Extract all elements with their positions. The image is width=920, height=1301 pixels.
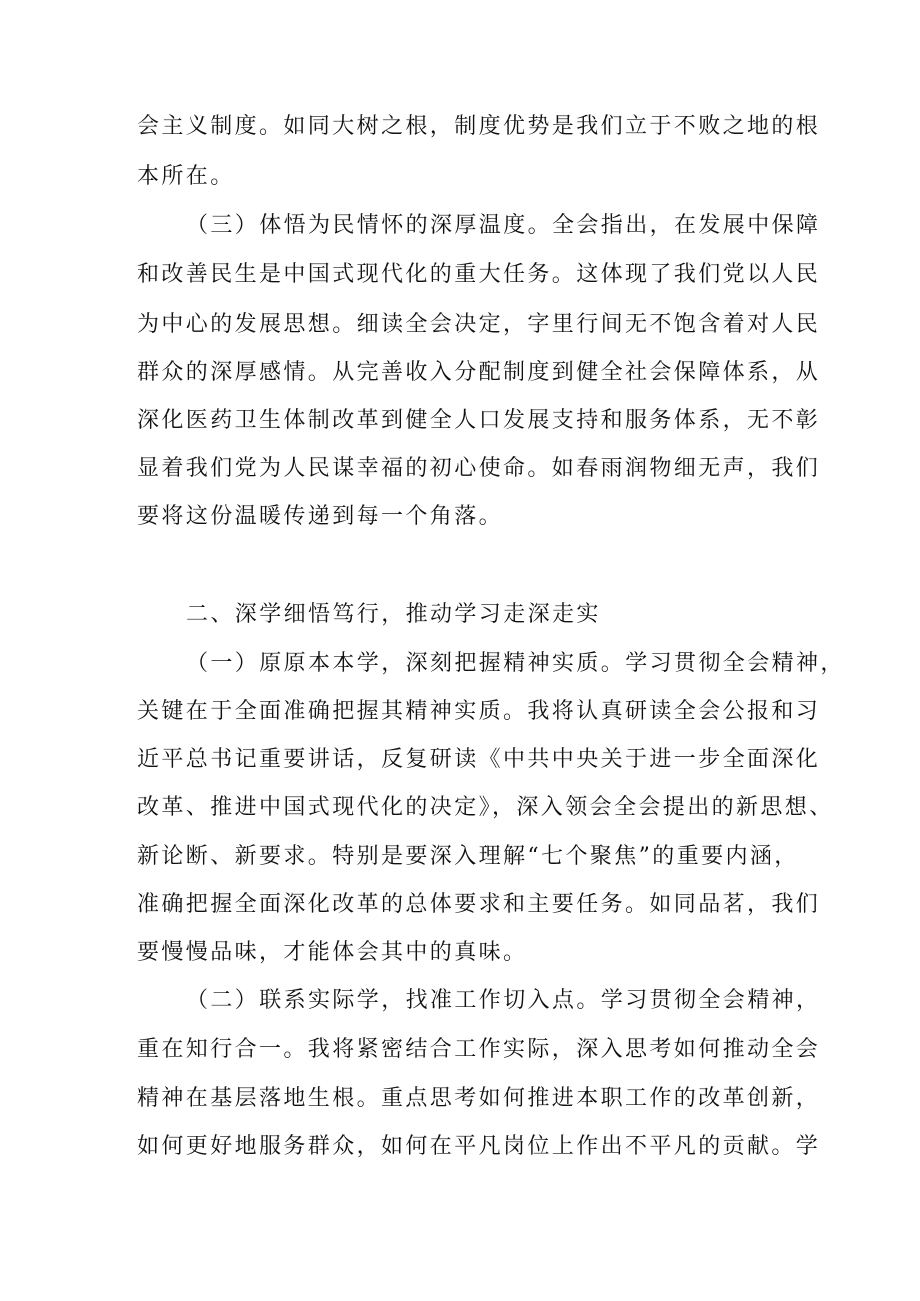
text-line: 本所在。 [137, 164, 235, 189]
text-line: 如何更好地服务群众，如何在平凡岗位上作出不平凡的贡献。学 [137, 1134, 821, 1159]
text-line: 准确把握全面深化改革的总体要求和主要任务。如同品茗，我们 [137, 892, 821, 917]
text-line: 和改善民生是中国式现代化的重大任务。这体现了我们党以人民 [137, 262, 821, 287]
section-heading-2: 二、深学细悟笃行，推动学习走深走实 [186, 602, 601, 627]
text-line: 关键在于全面准确把握其精神实质。我将认真研读全会公报和习 [137, 699, 821, 724]
text-line: 新论断、新要求。特别是要深入理解“七个聚焦”的重要内涵， [137, 844, 799, 869]
paragraph-heading-2: （二）联系实际学，找准工作切入点。学习贯彻全会精神， [186, 988, 821, 1013]
paragraph-heading-3: （三）体悟为民情怀的深厚温度。全会指出，在发展中保障 [186, 213, 821, 238]
text-line: 要将这份温暖传递到每一个角落。 [137, 504, 504, 529]
text-line: 为中心的发展思想。细读全会决定，字里行间无不饱含着对人民 [137, 312, 821, 337]
text-line: 要慢慢品味，才能体会其中的真味。 [137, 940, 528, 965]
text-line: 改革、推进中国式现代化的决定》，深入领会全会提出的新思想、 [137, 795, 834, 820]
text-line: 重在知行合一。我将紧密结合工作实际，深入思考如何推动全会 [137, 1037, 821, 1062]
text-line: 显着我们党为人民谋幸福的初心使命。如春雨润物细无声，我们 [137, 456, 821, 481]
text-line: 精神在基层落地生根。重点思考如何推进本职工作的改革创新， [137, 1086, 821, 1111]
text-line: 群众的深厚感情。从完善收入分配制度到健全社会保障体系，从 [137, 360, 821, 385]
text-line: 会主义制度。如同大树之根，制度优势是我们立于不败之地的根 [137, 114, 821, 139]
paragraph-heading-1: （一）原原本本学，深刻把握精神实质。学习贯彻全会精神， [186, 651, 845, 676]
text-line: 近平总书记重要讲话，反复研读《中共中央关于进一步全面深化 [137, 747, 821, 772]
text-line: 深化医药卫生体制改革到健全人口发展支持和服务体系，无不彰 [137, 408, 821, 433]
